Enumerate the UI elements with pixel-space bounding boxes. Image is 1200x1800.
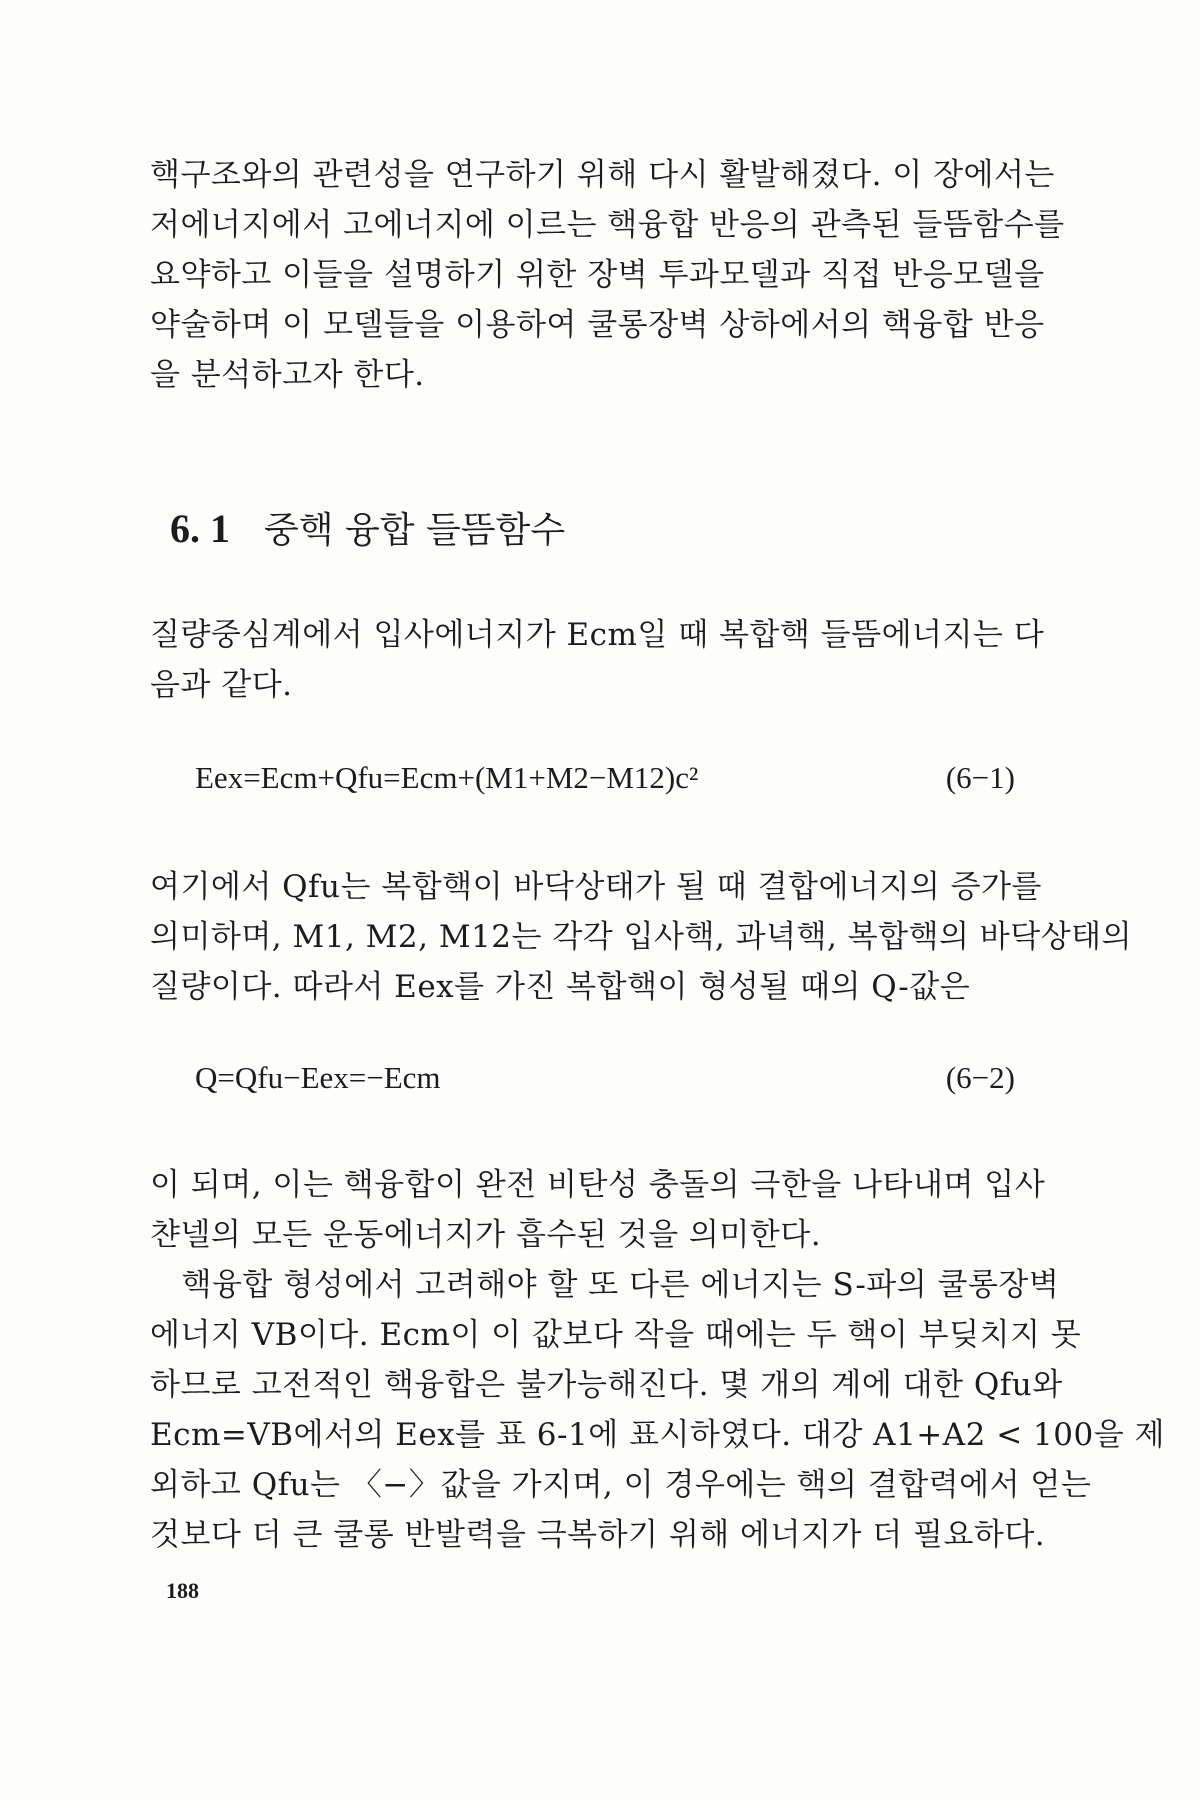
- section-title: 중핵 융합 들뜸함수: [264, 510, 566, 551]
- text-line: 이 되며, 이는 핵융합이 완전 비탄성 충돌의 극한을 나타내며 입사: [150, 1167, 1046, 1203]
- text-line: 여기에서 Qfu는 복합핵이 바닥상태가 될 때 결합에너지의 증가를: [150, 869, 1042, 905]
- text-line: 핵융합 형성에서 고려해야 할 또 다른 에너지는 S-파의 쿨롱장벽: [150, 1267, 1060, 1303]
- equation-6-2: [195, 1056, 1015, 1100]
- text-line: 질량중심계에서 입사에너지가 Ecm일 때 복합핵 들뜸에너지는 다: [150, 617, 1045, 653]
- text-line: 을 분석하고자 한다.: [150, 357, 425, 393]
- section-number: 6. 1: [170, 506, 230, 551]
- text-line: 질량이다. 따라서 Eex를 가진 복합핵이 형성될 때의 Q-값은: [150, 969, 971, 1005]
- text-line: Ecm=VB에서의 Eex를 표 6-1에 표시하였다. 대강 A1+A2 < 100을 제: [150, 1417, 1165, 1453]
- paragraph-definitions: [150, 862, 1133, 1012]
- equation-expression: Eex=Ecm+Qfu=Ecm+(M1+M2−M12)c²: [195, 760, 699, 795]
- equation-6-1: [195, 756, 1015, 800]
- page-number: 188: [166, 1578, 199, 1603]
- paragraph-excitation-energy: [150, 610, 1045, 710]
- intro-paragraph: [150, 150, 1065, 400]
- text-line: 핵구조와의 관련성을 연구하기 위해 다시 활발해졌다. 이 장에서는: [150, 157, 1055, 193]
- text-line: 것보다 더 큰 쿨롱 반발력을 극복하기 위해 에너지가 더 필요하다.: [150, 1517, 1046, 1553]
- text-line: 의미하며, M1, M2, M12는 각각 입사핵, 과녁핵, 복합핵의 바닥상태의: [150, 919, 1133, 955]
- text-line: 저에너지에서 고에너지에 이르는 핵융합 반응의 관측된 들뜸함수를: [150, 207, 1065, 243]
- text-line: 에너지 VB이다. Ecm이 이 값보다 작을 때에는 두 핵이 부딪치지 못: [150, 1317, 1082, 1353]
- text-line: 외하고 Qfu는 〈−〉값을 가지며, 이 경우에는 핵의 결합력에서 얻는: [150, 1467, 1092, 1503]
- text-line: 챤넬의 모든 운동에너지가 흡수된 것을 의미한다.: [150, 1217, 822, 1253]
- equation-expression: Q=Qfu−Eex=−Ecm: [195, 1060, 441, 1095]
- text-line: 요약하고 이들을 설명하기 위한 장벽 투과모델과 직접 반응모델을: [150, 257, 1045, 293]
- paragraph-coulomb-barrier: [150, 1160, 1165, 1560]
- text-line: 음과 같다.: [150, 667, 293, 703]
- equation-number: (6−1): [945, 760, 1015, 795]
- section-heading: [170, 504, 565, 556]
- text-line: 약술하며 이 모델들을 이용하여 쿨롱장벽 상하에서의 핵융합 반응: [150, 307, 1045, 343]
- equation-number: (6−2): [945, 1060, 1015, 1095]
- text-line: 하므로 고전적인 핵융합은 불가능해진다. 몇 개의 계에 대한 Qfu와: [150, 1367, 1063, 1403]
